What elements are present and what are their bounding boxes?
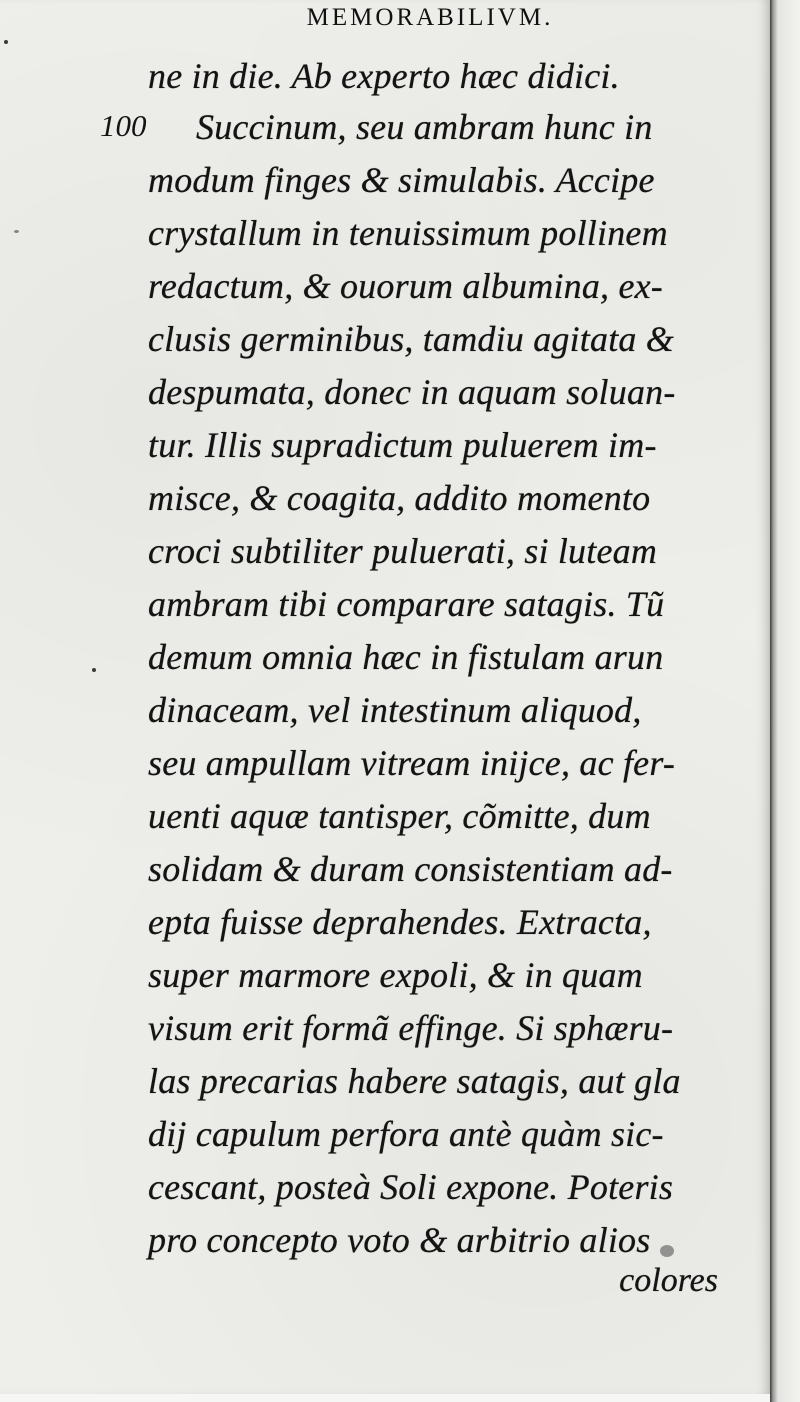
paper-speck: [14, 230, 19, 233]
text-line: epta fuisse deprahendes. Extracta,: [148, 902, 652, 942]
text-line: modum finges & simulabis. Accipe: [148, 160, 655, 200]
text-line: solidam & duram consistentiam ad-: [148, 849, 673, 889]
page-gutter: [770, 0, 800, 1402]
text-line: seu ampullam vitream inijce, ac fer-: [148, 743, 676, 783]
text-line: demum omnia hæc in fistulam arun: [148, 637, 664, 677]
text-line: uenti aquæ tantisper, cõmitte, dum: [148, 796, 651, 836]
text-line: dij capulum perfora antè quàm sic-: [148, 1114, 664, 1154]
text-line: super marmore expoli, & in quam: [148, 955, 643, 995]
text-line: redactum, & ouorum albumina, ex-: [148, 266, 663, 306]
text-line: crystallum in tenuissimum pollinem: [148, 213, 668, 253]
text-line: Succinum, seu ambram hunc in: [196, 107, 653, 147]
text-line: pro concepto voto & arbitrio alios: [148, 1220, 651, 1260]
text-line: clusis germinibus, tamdiu agitata &: [148, 319, 675, 359]
paper-speck: [4, 40, 8, 44]
paper-speck: [92, 668, 96, 672]
text-line: despumata, donec in aquam soluan-: [148, 372, 676, 412]
margin-number: 100: [100, 108, 147, 143]
text-line: cescant, posteà Soli expone. Poteris: [148, 1167, 674, 1207]
paper-speck: [660, 1245, 674, 1257]
text-line: croci subtiliter puluerati, si luteam: [148, 531, 658, 571]
text-line: las precarias habere satagis, aut gla: [148, 1061, 681, 1101]
text-line: misce, & coagita, addito momento: [148, 478, 651, 518]
catchword: colores: [619, 1262, 718, 1299]
text-line: ambram tibi comparare satagis. Tũ: [148, 584, 665, 624]
text-line: visum erit formã effinge. Si sphæru-: [148, 1008, 674, 1048]
text-line: tur. Illis supradictum puluerem im-: [148, 425, 657, 465]
text-line: dinaceam, vel intestinum aliquod,: [148, 690, 642, 730]
text-line: ne in die. Ab experto hæc didici.: [148, 56, 620, 96]
running-head: MEMORABILIVM.: [306, 4, 554, 31]
